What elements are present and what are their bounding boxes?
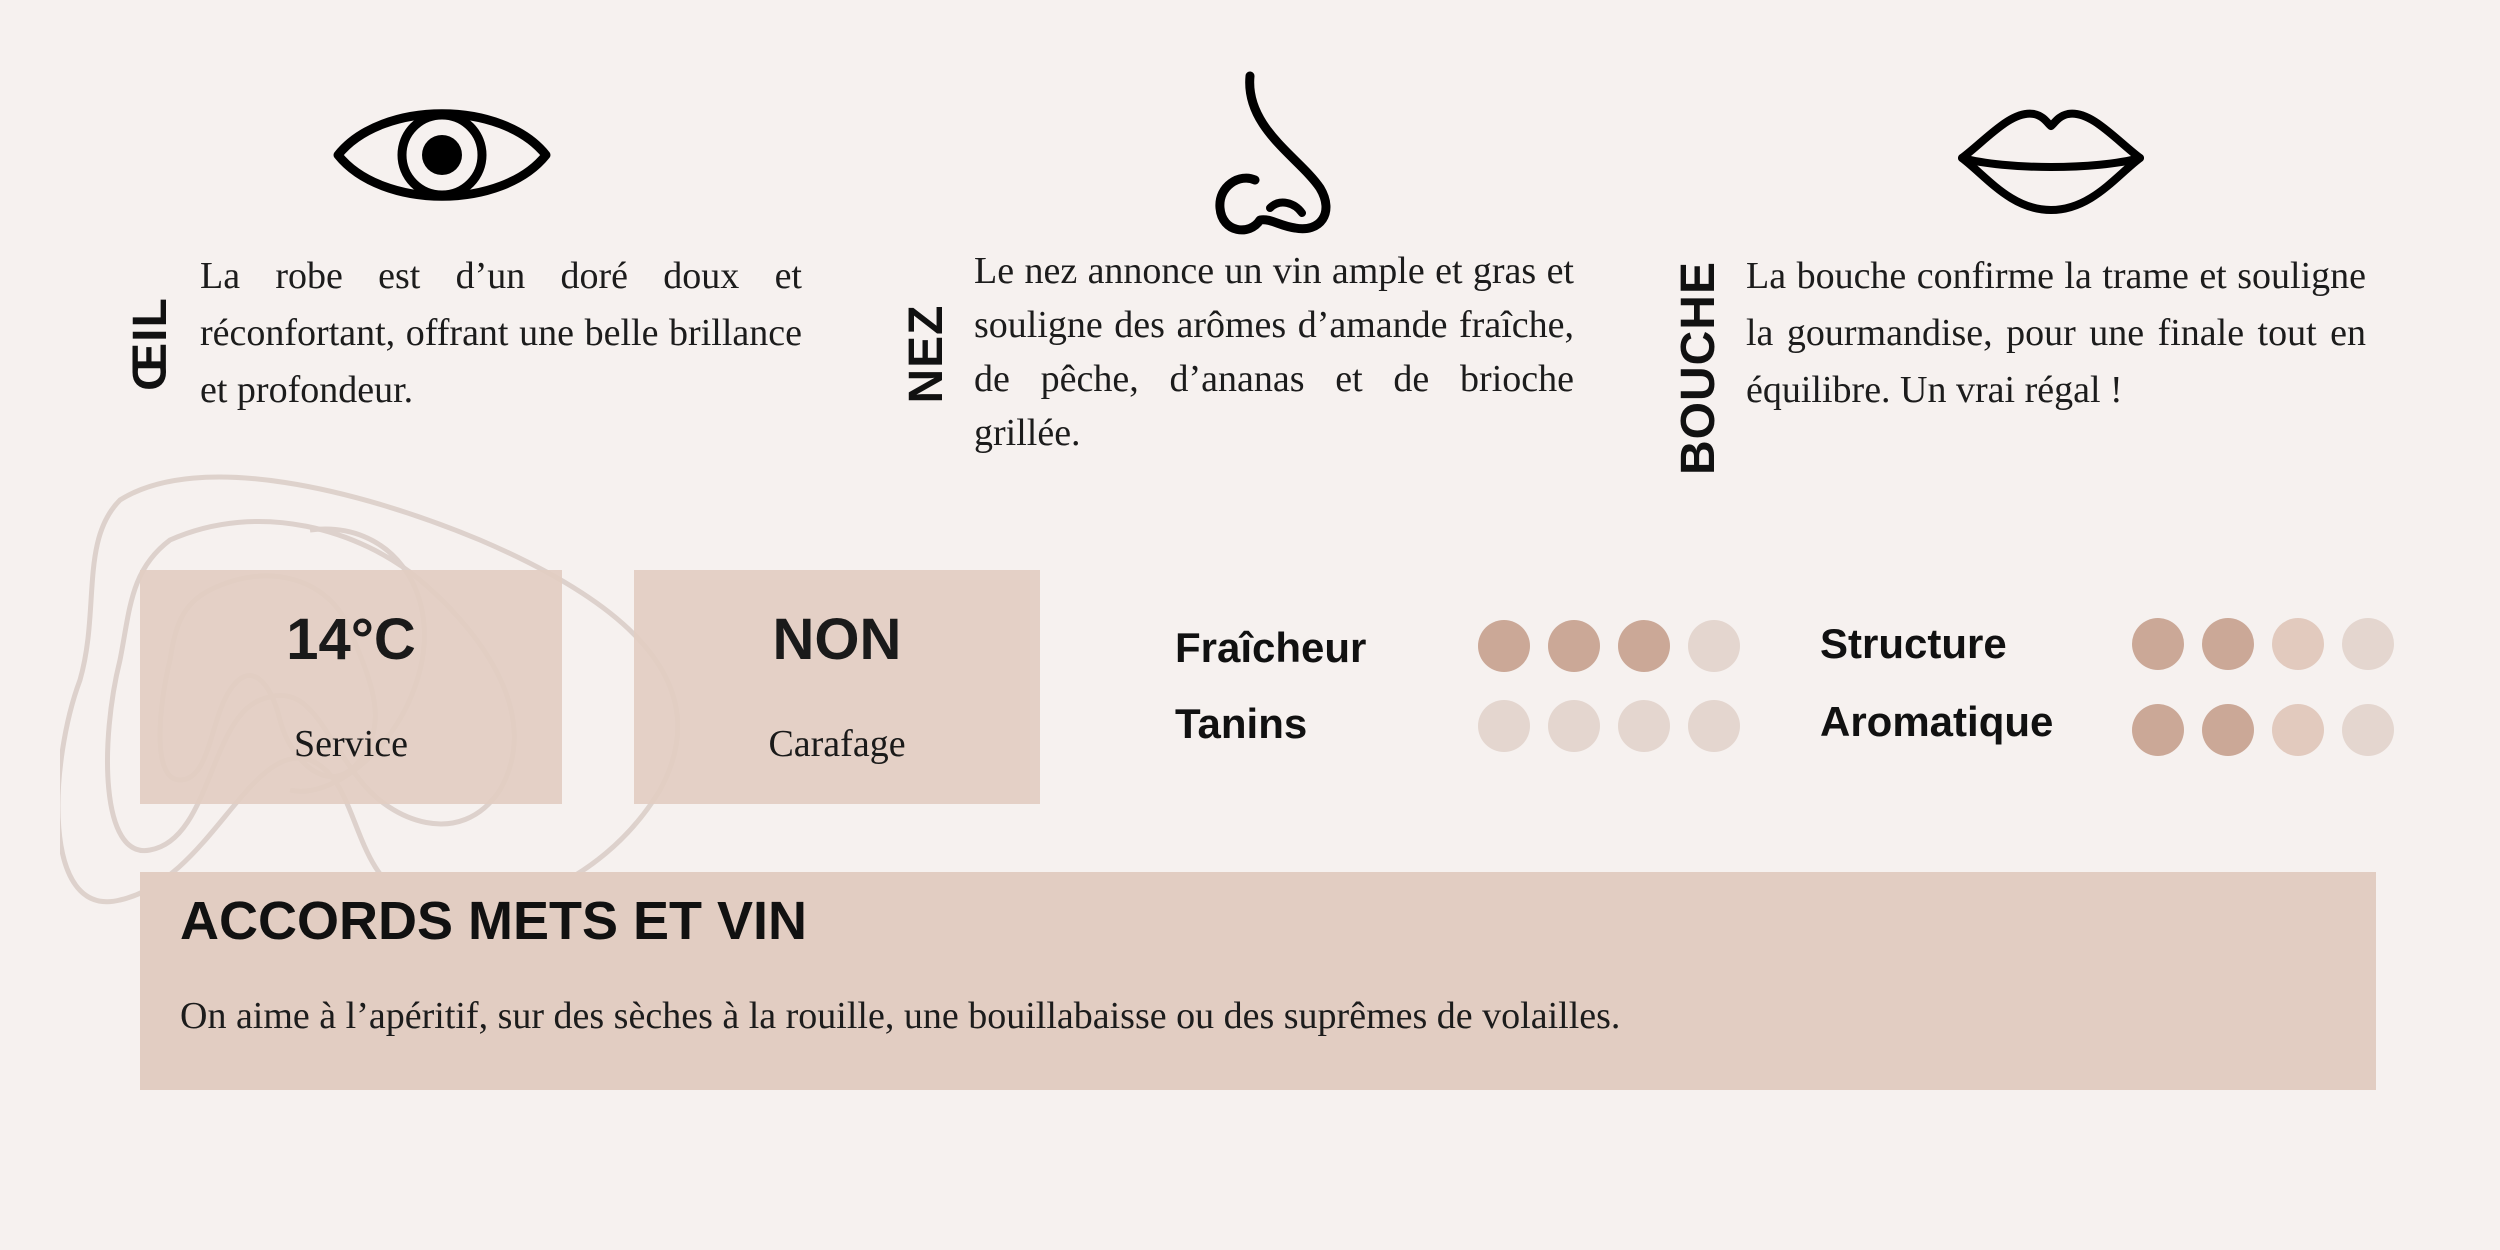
nose-icon [1210, 68, 1340, 238]
rating-dot [1478, 700, 1530, 752]
section-text-bouche: La bouche confirme la trame et souligne la gourmandise, pour une finale tout en équilibre. Un vrai régal ! [1746, 255, 2366, 411]
carafage-box [634, 570, 1040, 804]
accords-title: ACCORDS METS ET VIN [180, 891, 808, 951]
rating-dot [2132, 704, 2184, 756]
rating-dot [2342, 618, 2394, 670]
service-label: Service [294, 723, 408, 765]
section-label-bouche: BOUCHE [1672, 261, 1725, 476]
eye-icon [332, 90, 552, 220]
accords-panel [140, 872, 2376, 1090]
carafage-value: NON [772, 607, 902, 672]
rating-dot [2272, 704, 2324, 756]
rating-label-fraicheur: Fraîcheur [1175, 624, 1367, 671]
rating-dot [1688, 620, 1740, 672]
rating-dots-structure [2132, 618, 2394, 670]
accords-text: On aime à l’apéritif, sur des sèches à la rouille, une bouillabaisse ou des suprêmes de volailles. [180, 995, 1621, 1037]
rating-dot [1548, 620, 1600, 672]
rating-label-aromatique: Aromatique [1820, 698, 2054, 745]
section-text-oeil: La robe est d’un doré doux et réconfortant, offrant une belle brillance et profondeur. [200, 255, 802, 411]
carafage-label: Carafage [768, 723, 906, 765]
section-label-oeil: ŒIL [124, 297, 177, 391]
rating-dot [2342, 704, 2394, 756]
rating-dot [1478, 620, 1530, 672]
rating-dot [1618, 620, 1670, 672]
rating-label-tanins: Tanins [1175, 700, 1308, 747]
rating-dot [1548, 700, 1600, 752]
rating-dots-fraicheur [1478, 620, 1740, 672]
rating-dot [1688, 700, 1740, 752]
lips-icon [1956, 100, 2146, 216]
rating-dots-tanins [1478, 700, 1740, 752]
rating-dot [2202, 618, 2254, 670]
rating-dot [2132, 618, 2184, 670]
rating-dot [2202, 704, 2254, 756]
section-text-nez: Le nez annonce un vin ample et gras et souligne des arômes d’amande fraîche, de pêche, d’ananas et de brioche grillée. [974, 250, 1574, 454]
service-value: 14°C [286, 607, 416, 672]
service-box [140, 570, 562, 804]
rating-dots-aromatique [2132, 704, 2394, 756]
rating-dot [2272, 618, 2324, 670]
rating-dot [1618, 700, 1670, 752]
section-label-nez: NEZ [900, 304, 953, 404]
rating-label-structure: Structure [1820, 620, 2007, 667]
